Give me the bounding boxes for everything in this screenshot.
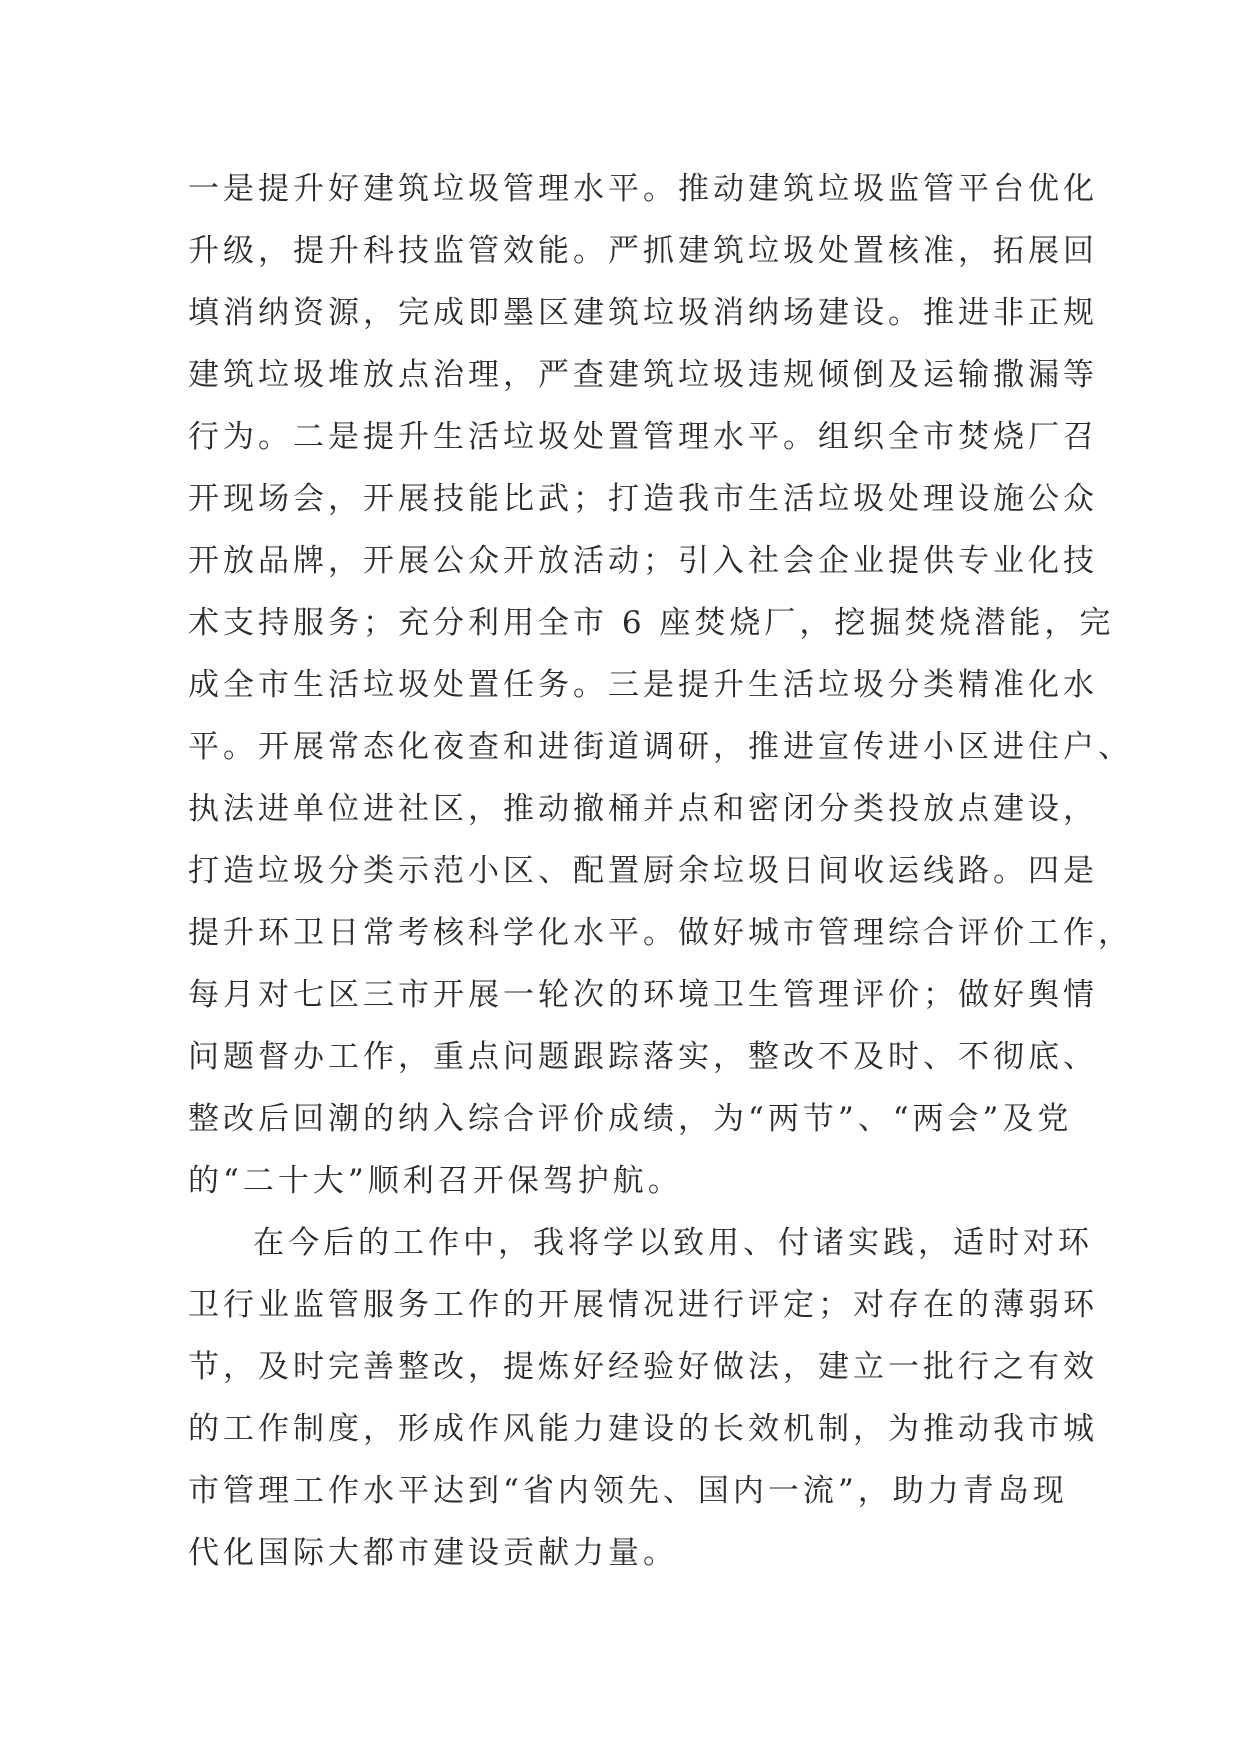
text-line: 每月对七区三市开展一轮次的环境卫生管理评价；做好舆情 bbox=[188, 977, 1098, 1013]
text-line: 打造垃圾分类示范小区、配置厨余垃圾日间收运线路。四是 bbox=[188, 853, 1098, 889]
text-line: 提升环卫日常考核科学化水平。做好城市管理综合评价工作， bbox=[188, 915, 1133, 951]
text-line: 一是提升好建筑垃圾管理水平。推动建筑垃圾监管平台优化 bbox=[188, 171, 1098, 207]
text-line: 的“二十大”顺利召开保驾护航。 bbox=[188, 1163, 683, 1199]
text-line: 执法进单位进社区，推动撤桶并点和密闭分类投放点建设， bbox=[188, 791, 1098, 827]
text-line: 行为。二是提升生活垃圾处置管理水平。组织全市焚烧厂召 bbox=[188, 419, 1098, 455]
paragraph-work-plan bbox=[188, 158, 1133, 1212]
text-line: 术支持服务；充分利用全市 6 座焚烧厂，挖掘焚烧潜能，完 bbox=[188, 605, 1115, 641]
text-line: 成全市生活垃圾处置任务。三是提升生活垃圾分类精准化水 bbox=[188, 667, 1098, 703]
text-line: 建筑垃圾堆放点治理，严查建筑垃圾违规倾倒及运输撒漏等 bbox=[188, 357, 1098, 393]
text-line: 市管理工作水平达到“省内领先、国内一流”，助力青岛现 bbox=[188, 1473, 1068, 1509]
text-line: 代化国际大都市建设贡献力量。 bbox=[188, 1535, 678, 1571]
text-line: 节，及时完善整改，提炼好经验好做法，建立一批行之有效 bbox=[188, 1349, 1098, 1385]
text-line: 整改后回潮的纳入综合评价成绩，为“两节”、“两会”及党 bbox=[188, 1101, 1073, 1137]
text-line: 升级，提升科技监管效能。严抓建筑垃圾处置核准，拓展回 bbox=[188, 233, 1098, 269]
text-line: 的工作制度，形成作风能力建设的长效机制，为推动我市城 bbox=[188, 1411, 1098, 1447]
paragraph-conclusion bbox=[188, 1212, 1098, 1584]
text-line: 开现场会，开展技能比武；打造我市生活垃圾处理设施公众 bbox=[188, 481, 1098, 517]
text-line: 问题督办工作，重点问题跟踪落实，整改不及时、不彻底、 bbox=[188, 1039, 1098, 1075]
text-line: 开放品牌，开展公众开放活动；引入社会企业提供专业化技 bbox=[188, 543, 1098, 579]
text-line: 平。开展常态化夜查和进街道调研，推进宣传进小区进住户、 bbox=[188, 729, 1133, 765]
document-body bbox=[188, 158, 1133, 1584]
text-line: 填消纳资源，完成即墨区建筑垃圾消纳场建设。推进非正规 bbox=[188, 295, 1098, 331]
text-line: 卫行业监管服务工作的开展情况进行评定；对存在的薄弱环 bbox=[188, 1287, 1098, 1323]
text-line: 在今后的工作中，我将学以致用、付诸实践，适时对环 bbox=[253, 1225, 1093, 1261]
